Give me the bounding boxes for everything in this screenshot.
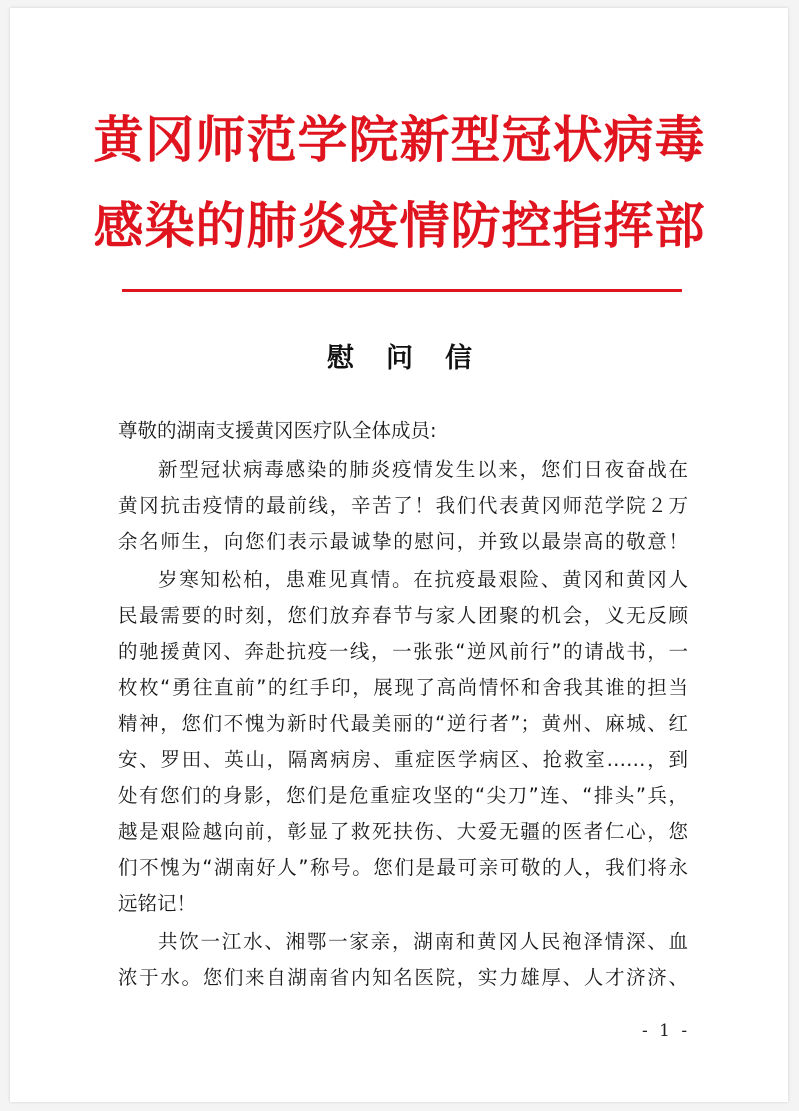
body-line: 枚枚“勇往直前”的红手印，展现了高尚情怀和舍我其谁的担当 bbox=[118, 676, 688, 699]
body-line: 余名师生，向您们表示最诚挚的慰问，并致以最崇高的敬意！ bbox=[118, 530, 688, 553]
body-line: 精神，您们不愧为新时代最美丽的“逆行者”；黄州、麻城、红 bbox=[118, 712, 688, 735]
body-line: 民最需要的时刻，您们放弃春节与家人团聚的机会，义无反顾 bbox=[118, 604, 688, 627]
body-line: 岁寒知松柏，患难见真情。在抗疫最艰险、黄冈和黄冈人 bbox=[158, 568, 688, 591]
body-line: 新型冠状病毒感染的肺炎疫情发生以来，您们日夜奋战在 bbox=[158, 458, 688, 481]
letter-salutation: 尊敬的湖南支援黄冈医疗队全体成员: bbox=[118, 419, 437, 442]
body-line: 安、罗田、英山，隔离病房、重症医学病区、抢救室……，到 bbox=[118, 748, 688, 771]
page-number: - 1 - bbox=[642, 1021, 691, 1041]
body-line: 们不愧为“湖南好人”称号。您们是最可亲可敬的人，我们将永 bbox=[118, 856, 688, 879]
header-title-line-1: 黄冈师范学院新型冠状病毒 bbox=[93, 111, 706, 169]
body-line: 越是艰险越向前，彰显了救死扶伤、大爱无疆的医者仁心，您 bbox=[118, 820, 688, 843]
body-line: 处有您们的身影，您们是危重症攻坚的“尖刀”连、“排头”兵， bbox=[118, 784, 688, 807]
body-line: 黄冈抗击疫情的最前线，辛苦了！我们代表黄冈师范学院２万 bbox=[118, 494, 688, 517]
red-divider-line bbox=[122, 289, 682, 292]
header-title-line-2: 感染的肺炎疫情防控指挥部 bbox=[93, 197, 706, 255]
body-line: 远铭记！ bbox=[118, 892, 197, 915]
letter-heading: 慰问信 bbox=[327, 343, 504, 374]
body-line: 共饮一江水、湘鄂一家亲，湖南和黄冈人民袍泽情深、血 bbox=[158, 930, 688, 953]
body-line: 浓于水。您们来自湖南省内知名医院，实力雄厚、人才济济、 bbox=[118, 966, 688, 989]
body-line: 的驰援黄冈、奔赴抗疫一线，一张张“逆风前行”的请战书，一 bbox=[118, 640, 688, 663]
